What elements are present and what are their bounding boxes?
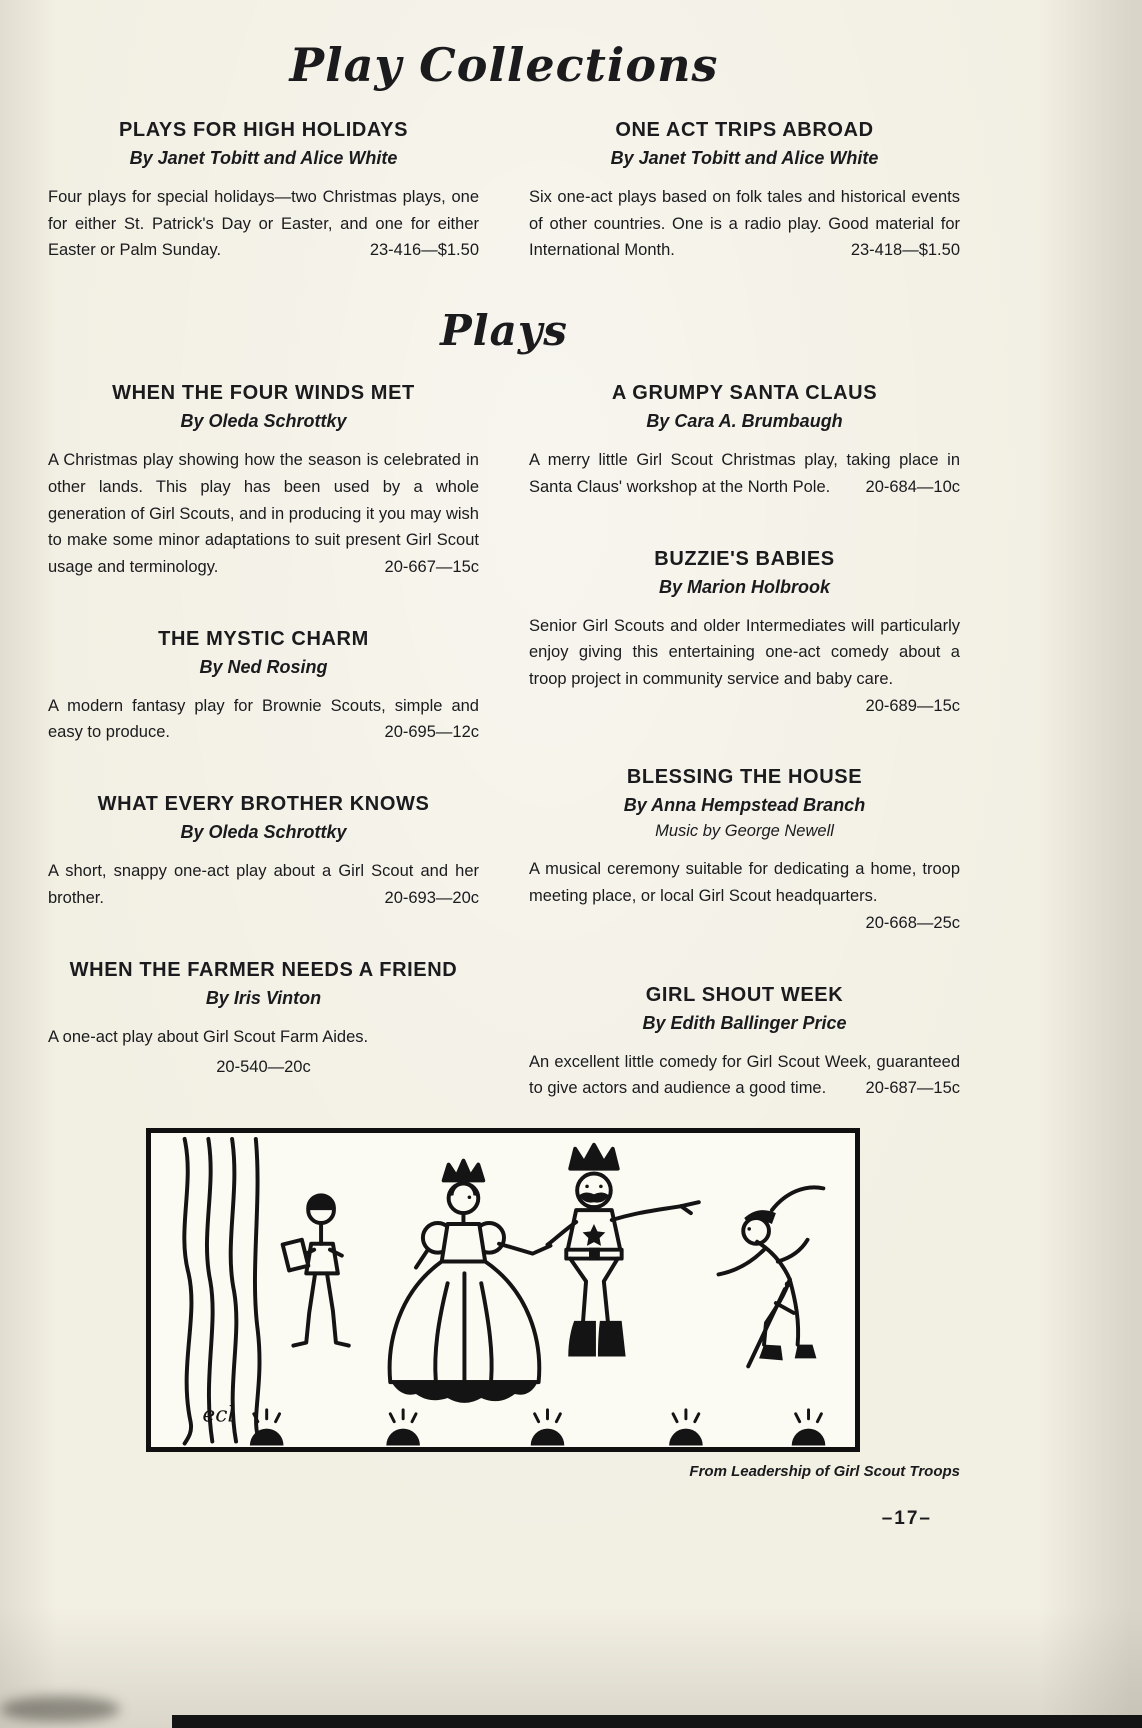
play-author: By Edith Ballinger Price	[642, 1012, 847, 1033]
collection-description	[529, 184, 960, 264]
catalog-code: 20-684—10c	[865, 477, 960, 496]
catalog-code: 20-689—15c	[865, 696, 960, 715]
scan-artifact	[0, 1696, 120, 1722]
play-title: A GRUMPY SANTA CLAUS	[611, 382, 878, 405]
play-entry	[48, 792, 479, 911]
collections-right-column	[529, 118, 960, 264]
plays-section	[48, 381, 960, 1102]
collection-entry	[48, 118, 479, 264]
collections-section	[48, 118, 960, 264]
collection-title: ONE ACT TRIPS ABROAD	[615, 119, 874, 141]
catalog-code: 20-695—12c	[384, 723, 479, 742]
play-author: By Cara A. Brumbaugh	[646, 411, 843, 432]
play-title: WHEN THE FOUR WINDS MET	[112, 382, 415, 405]
collection-title: PLAYS FOR HIGH HOLIDAYS	[118, 119, 409, 141]
play-title: BLESSING THE HOUSE	[626, 766, 863, 789]
play-description-text: A modern fantasy play for Brownie Scouts, simple and easy to produce.	[48, 696, 479, 742]
soldier	[719, 1187, 824, 1366]
play-entry	[529, 983, 960, 1102]
play-author: By Iris Vinton	[205, 987, 322, 1008]
play-description	[48, 858, 479, 911]
play-description-text: Senior Girl Scouts and older Intermediates will particularly enjoy giving this entertaining one-act comedy about a troop project in community service and baby care.	[529, 616, 960, 689]
catalog-code: 23-416—$1.50	[369, 241, 479, 260]
page-number: –17–	[881, 1508, 932, 1530]
plays-right-column	[529, 381, 960, 1102]
play-description-text: A short, snappy one-act play about a Girl Scout and her brother.	[48, 862, 479, 907]
page-title: Play Collections	[289, 38, 719, 92]
collection-author: By Janet Tobitt and Alice White	[610, 148, 879, 168]
play-description	[48, 1024, 479, 1081]
catalog-code: 20-693—20c	[384, 888, 479, 907]
play-author: By Ned Rosing	[199, 656, 328, 677]
play-entry	[48, 627, 479, 746]
stage-illustration-art	[151, 1133, 855, 1447]
play-author: By Anna Hempstead Branch	[623, 795, 866, 816]
collection-entry	[529, 118, 960, 264]
catalog-code: 20-687—15c	[865, 1079, 960, 1098]
play-entry	[48, 381, 479, 581]
king	[547, 1145, 698, 1357]
curtain	[184, 1139, 259, 1444]
collection-description-text: Four plays for special holidays—two Christmas plays, one for either St. Patrick's Day or Easter, and one for either Easter or Palm Sunday.	[48, 188, 479, 260]
illustration-caption: From Leadership of Girl Scout Troops	[689, 1463, 960, 1481]
play-description	[529, 613, 960, 715]
play-description	[529, 856, 960, 932]
stage-illustration-figure	[146, 1128, 860, 1452]
play-entry	[529, 381, 960, 500]
play-title: GIRL SHOUT WEEK	[645, 983, 844, 1006]
play-title: THE MYSTIC CHARM	[158, 627, 369, 650]
play-title: WHAT EVERY BROTHER KNOWS	[97, 793, 430, 816]
play-music-credit: Music by George Newell	[655, 822, 834, 841]
play-entry	[529, 547, 960, 720]
catalog-code: 20-667—15c	[384, 558, 479, 577]
play-entry	[48, 958, 479, 1081]
play-description	[48, 693, 479, 746]
catalog-code: 23-418—$1.50	[850, 241, 960, 260]
play-title: WHEN THE FARMER NEEDS A FRIEND	[69, 958, 458, 981]
play-description-text: A merry little Girl Scout Christmas play, taking place in Santa Claus' workshop at the North Pole.	[529, 451, 960, 496]
collections-left-column	[48, 118, 479, 264]
collection-description	[48, 184, 479, 264]
play-description-text: A musical ceremony suitable for dedicating a home, troop meeting place, or local Girl Scout headquarters.	[529, 860, 960, 906]
play-description-text: A one-act play about Girl Scout Farm Aides.	[48, 1027, 369, 1046]
collection-description-text: Six one-act plays based on folk tales and historical events of other countries. One is a radio play. Good material for International Month.	[529, 188, 960, 260]
play-author: By Marion Holbrook	[658, 576, 830, 597]
scan-edge-bar	[172, 1715, 1142, 1728]
catalog-code: 20-540—20c	[216, 1058, 311, 1077]
play-description	[48, 447, 479, 581]
play-description	[529, 447, 960, 500]
footlights	[250, 1410, 825, 1446]
play-author: By Oleda Schrottky	[180, 411, 347, 432]
play-description	[529, 1049, 960, 1102]
catalog-code: 20-668—25c	[865, 913, 960, 932]
play-entry	[529, 765, 960, 936]
stage-illustration	[146, 1128, 860, 1452]
play-title: BUZZIE'S BABIES	[654, 547, 835, 570]
plays-left-column	[48, 381, 479, 1102]
page-boy	[283, 1195, 349, 1345]
section-title: Plays	[440, 306, 568, 356]
page-content	[48, 38, 960, 1530]
collection-author: By Janet Tobitt and Alice White	[129, 148, 398, 168]
queen	[390, 1161, 551, 1403]
play-description-text: A Christmas play showing how the season is celebrated in other lands. This play has been used by a whole generation of Girl Scouts, and in producing it you may wish to make some minor adaptations to suit present Girl Scout usage and terminology.	[48, 451, 479, 577]
play-author: By Oleda Schrottky	[180, 822, 347, 843]
play-description-text: An excellent little comedy for Girl Scout Week, guaranteed to give actors and audience a good time.	[529, 1052, 960, 1098]
artist-signature: ecl	[202, 1402, 235, 1428]
